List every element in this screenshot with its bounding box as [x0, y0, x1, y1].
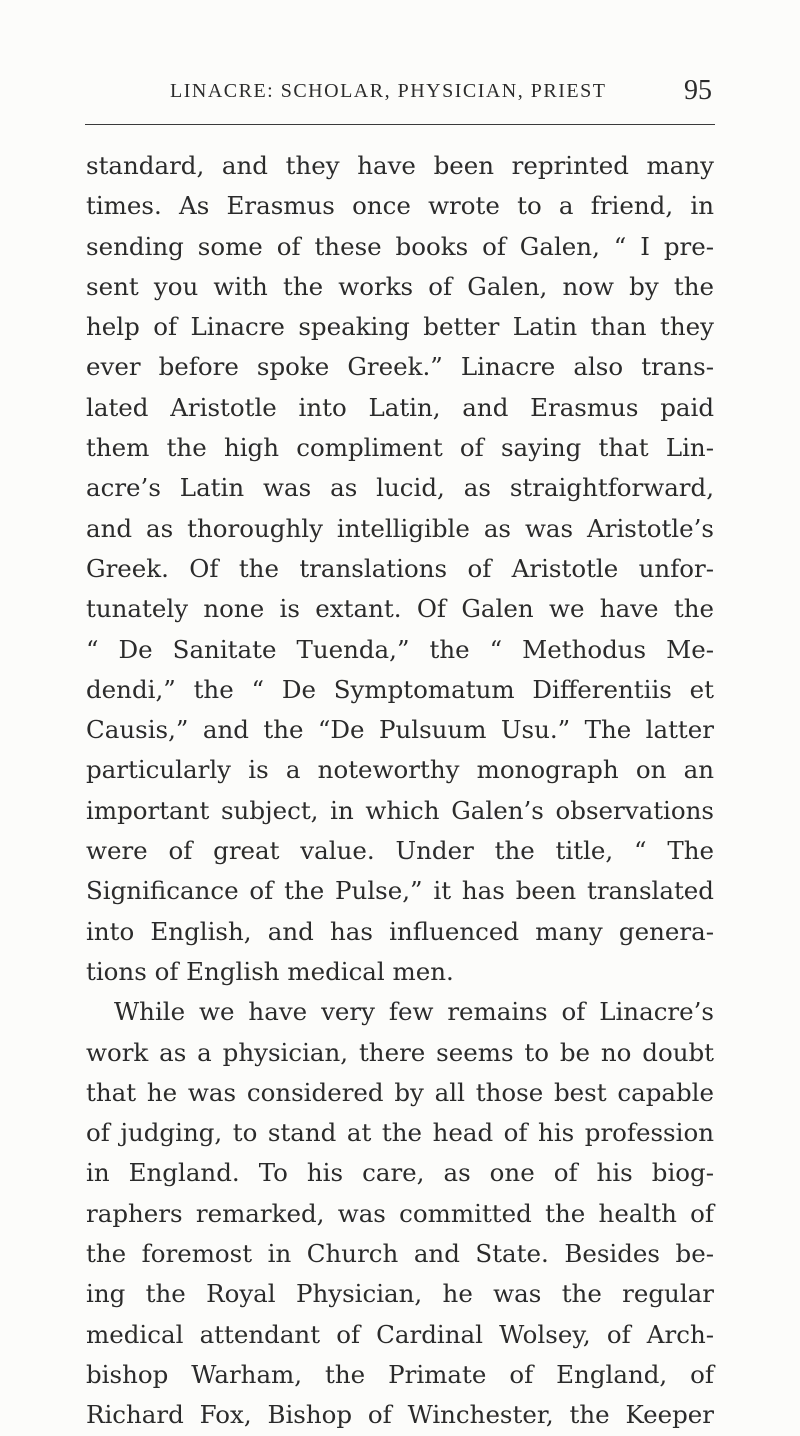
text-line: ever before spoke Greek.” Linacre also trans- [86, 352, 714, 382]
text-line: into English, and has influenced many genera- [86, 916, 714, 946]
text-line: sent you with the works of Galen, now by the [86, 271, 714, 301]
text-line: that he was considered by all those best capable [86, 1077, 714, 1107]
text-line: were of great value. Under the title, “ The [86, 836, 714, 866]
text-line: them the high compliment of saying that Lin- [86, 433, 714, 463]
header-rule [85, 124, 715, 125]
text-line: Causis,” and the “De Pulsuum Usu.” The latter [86, 715, 714, 745]
text-line: bishop Warham, the Primate of England, of [86, 1359, 714, 1389]
text-line: times. As Erasmus once wrote to a friend, in [86, 191, 714, 221]
text-line: sending some of these books of Galen, “ I pre- [86, 231, 714, 261]
running-header [170, 75, 712, 114]
text-line: Significance of the Pulse,” it has been translated [86, 876, 714, 906]
text-line: and as thoroughly intelligible as was Aristotle’s [86, 513, 714, 543]
text-line: help of Linacre speaking better Latin than they [86, 312, 714, 342]
text-line: raphers remarked, was committed the health of [86, 1198, 714, 1228]
text-line: important subject, in which Galen’s observations [86, 795, 714, 825]
text-line: tunately none is extant. Of Galen we have the [86, 594, 714, 624]
text-line: standard, and they have been reprinted many [86, 151, 714, 180]
text-line: medical attendant of Cardinal Wolsey, of Arch- [86, 1319, 714, 1349]
text-line: “ De Sanitate Tuenda,” the “ Methodus Me- [86, 634, 714, 664]
text-line: ing the Royal Physician, he was the regular [86, 1279, 714, 1309]
text-line: dendi,” the “ De Symptomatum Differentiis et [86, 674, 714, 704]
paragraph-start-line: While we have very few remains of Linacre’s [114, 997, 714, 1027]
body-text [86, 146, 714, 1436]
text-line: the foremost in Church and State. Besides be- [86, 1239, 714, 1269]
text-line: work as a physician, there seems to be no doubt [86, 1037, 714, 1067]
text-line: of judging, to stand at the head of his profession [86, 1118, 714, 1148]
running-title: LINACRE: SCHOLAR, PHYSICIAN, PRIEST [170, 80, 607, 102]
text-line: in England. To his care, as one of his biog- [86, 1158, 714, 1188]
text-line: Greek. Of the translations of Aristotle unfor- [86, 553, 714, 583]
text-line: Richard Fox, Bishop of Winchester, the Keeper [86, 1400, 714, 1430]
text-line: lated Aristotle into Latin, and Erasmus paid [86, 392, 714, 422]
text-line: acre’s Latin was as lucid, as straightforward, [86, 473, 714, 503]
text-line: particularly is a noteworthy monograph on an [86, 755, 714, 785]
paragraph-end-line: tions of English medical men. [86, 956, 454, 986]
page-number: 95 [684, 75, 712, 106]
